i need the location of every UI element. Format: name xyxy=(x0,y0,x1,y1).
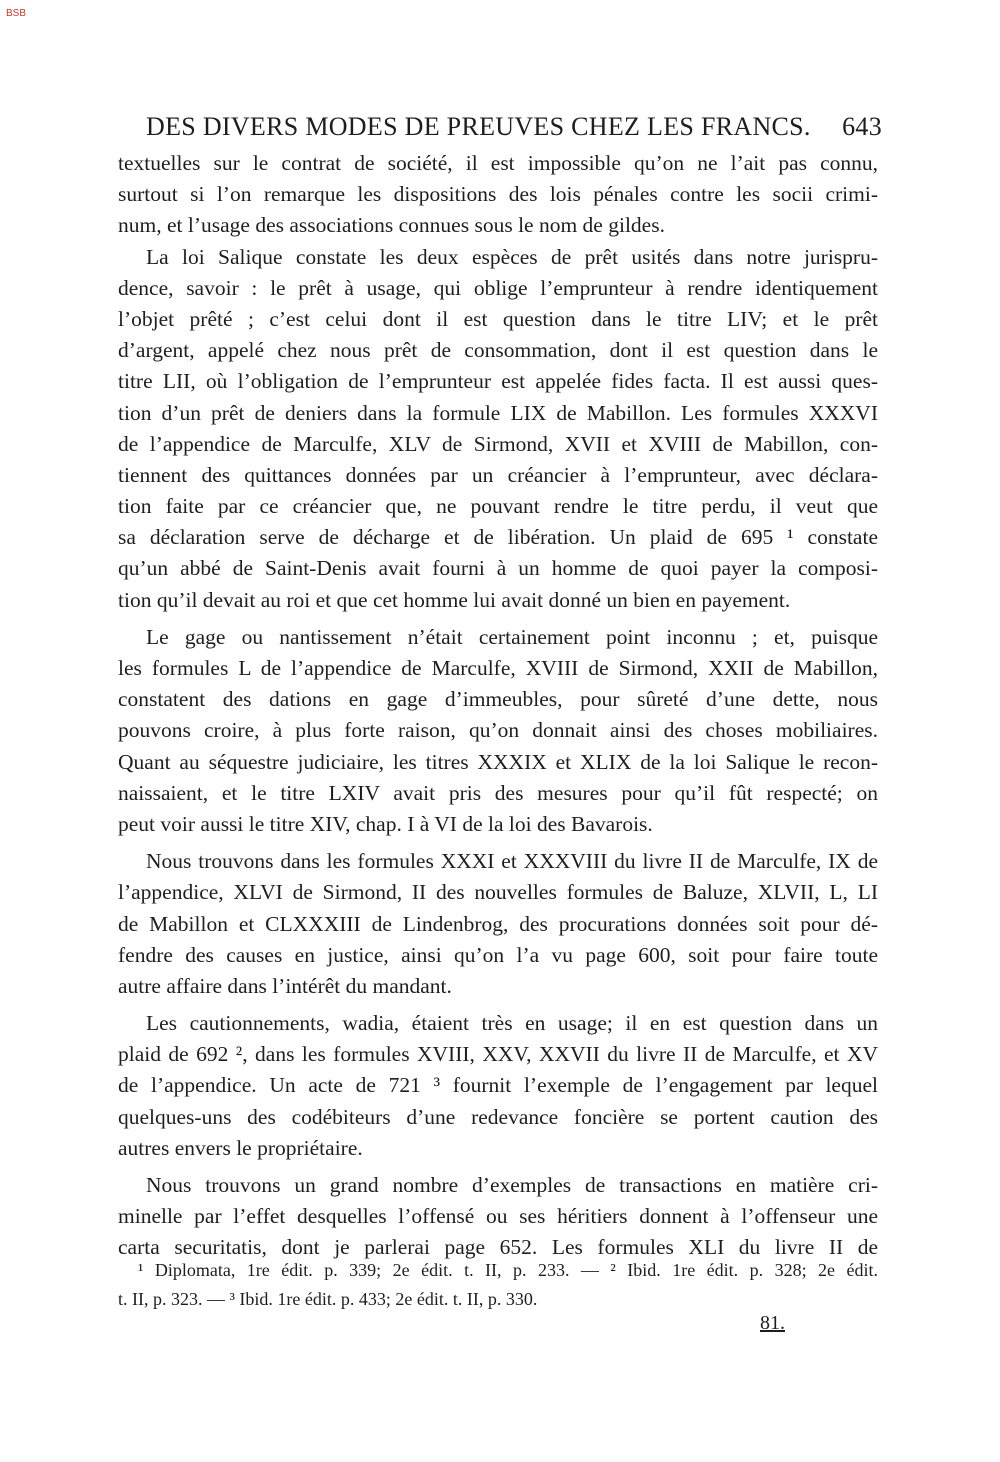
text-line: constatent des dations en gage d’immeubles, pour sûreté d’une dette, nous xyxy=(118,687,878,712)
signature-mark: 81. xyxy=(760,1312,785,1334)
text-line: plaid de 692 ², dans les formules XVIII, XXV, XXVII du livre II de Marculfe, et XV xyxy=(118,1042,878,1067)
text-line: fendre des causes en justice, ainsi qu’on l’a vu page 600, soit pour faire toute xyxy=(118,942,878,967)
text-line: titre LII, où l’obligation de l’emprunteur est appelée fides facta. Il est aussi ques- xyxy=(118,369,878,394)
running-title: DES DIVERS MODES DE PREUVES CHEZ LES FRANCS. xyxy=(146,112,811,141)
text-line: minelle par l’effet desquelles l’offensé ou ses héritiers donnent à l’offenseur une xyxy=(118,1204,878,1229)
text-line: peut voir aussi le titre XIV, chap. I à VI de la loi des Bavarois. xyxy=(118,811,653,836)
text-line: sa déclaration serve de décharge et de libération. Un plaid de 695 ¹ constate xyxy=(118,525,878,550)
body-text xyxy=(118,148,878,1264)
text-line: de l’appendice de Marculfe, XLV de Sirmond, XVII et XVIII de Mabillon, con- xyxy=(118,431,878,456)
text-line: surtout si l’on remarque les dispositions des lois pénales contre les socii crimi- xyxy=(118,182,878,207)
text-line: les formules L de l’appendice de Marculfe, XVIII de Sirmond, XXII de Mabillon, xyxy=(118,656,878,680)
text-line: d’argent, appelé chez nous prêt de consommation, dont il est question dans le xyxy=(118,338,878,363)
running-header xyxy=(146,112,882,142)
footnote-line: ¹ Diplomata, 1re édit. p. 339; 2e édit. t. II, p. 233. — ² Ibid. 1re édit. p. 328; 2e édit. xyxy=(138,1260,878,1280)
page-number: 643 xyxy=(842,112,882,141)
text-line: Le gage ou nantissement n’était certainement point inconnu ; et, puisque xyxy=(146,624,878,649)
text-line: de Mabillon et CLXXXIII de Lindenbrog, des procurations données soit pour dé- xyxy=(118,911,878,936)
text-line: num, et l’usage des associations connues sous le nom de gildes. xyxy=(118,213,665,238)
text-line: Quant au séquestre judiciaire, les titres XXXIX et XLIX de la loi Salique le recon- xyxy=(118,749,878,774)
text-line: Les cautionnements, wadia, étaient très en usage; il en est question dans un xyxy=(146,1011,878,1036)
text-line: Nous trouvons un grand nombre d’exemples de transactions en matière cri- xyxy=(146,1173,878,1197)
text-line: autre affaire dans l’intérêt du mandant. xyxy=(118,973,452,998)
text-line: tion d’un prêt de deniers dans la formule LIX de Mabillon. Les formules XXXVI xyxy=(118,400,878,425)
text-line: l’objet prêté ; c’est celui dont il est question dans le titre LIV; et le prêt xyxy=(118,306,878,331)
text-line: Nous trouvons dans les formules XXXI et XXXVIII du livre II de Marculfe, IX de xyxy=(146,849,878,874)
text-line: l’appendice, XLVI de Sirmond, II des nouvelles formules de Baluze, XLVII, L, LI xyxy=(118,880,878,905)
text-line: qu’un abbé de Saint-Denis avait fourni à un homme de quoi payer la composi- xyxy=(118,556,878,581)
library-watermark: BSB xyxy=(6,8,27,19)
text-line: quelques-uns des codébiteurs d’une redevance foncière se portent caution des xyxy=(118,1104,878,1129)
text-line: autres envers le propriétaire. xyxy=(118,1135,363,1160)
footnotes xyxy=(118,1256,878,1314)
text-line: de l’appendice. Un acte de 721 ³ fournit l’exemple de l’engagement par lequel xyxy=(118,1073,878,1098)
text-line: pouvons croire, à plus forte raison, qu’on donnait ainsi des choses mobiliaires. xyxy=(118,718,878,743)
text-line: dence, savoir : le prêt à usage, qui oblige l’emprunteur à rendre identiquement xyxy=(118,275,878,300)
text-line: tiennent des quittances données par un créancier à l’emprunteur, avec déclara- xyxy=(118,462,878,487)
text-line: La loi Salique constate les deux espèces de prêt usités dans notre jurispru- xyxy=(146,244,878,269)
text-line: naissaient, et le titre LXIV avait pris des mesures pour qu’il fût respecté; on xyxy=(118,780,878,805)
footnote-line: t. II, p. 323. — ³ Ibid. 1re édit. p. 433; 2e édit. t. II, p. 330. xyxy=(118,1289,538,1309)
text-line: tion qu’il devait au roi et que cet homme lui avait donné un bien en payement. xyxy=(118,587,791,612)
text-line: carta securitatis, dont je parlerai page 652. Les formules XLI du livre II de xyxy=(118,1235,878,1260)
text-line: tion faite par ce créancier que, ne pouvant rendre le titre perdu, il veut que xyxy=(118,494,878,519)
text-line: textuelles sur le contrat de société, il est impossible qu’on ne l’ait pas connu, xyxy=(118,151,878,175)
